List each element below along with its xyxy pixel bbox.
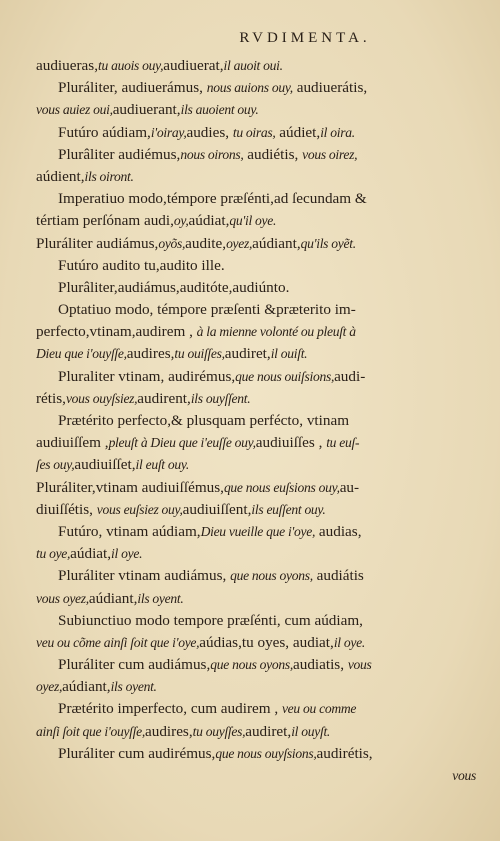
- latin-text: aúdiant,: [252, 234, 301, 252]
- french-gloss: vous euſsiez ouy,: [96, 501, 183, 517]
- text-line: [36, 543, 482, 565]
- text-line: [36, 432, 482, 454]
- latin-text: Pluráliter audiámus,: [36, 234, 159, 252]
- french-gloss: il euſt ouy.: [135, 457, 189, 473]
- latin-text: audires,: [144, 722, 193, 740]
- french-gloss: que nous ouyſsions,: [215, 745, 317, 761]
- text-line: [36, 477, 482, 499]
- text-line: [36, 743, 482, 765]
- latin-text: audirétis,: [316, 744, 373, 762]
- french-gloss: que nous euſsions ouy,: [223, 479, 340, 495]
- french-gloss: ils oiront.: [84, 168, 134, 184]
- text-line: [36, 77, 482, 99]
- french-gloss: que nous ouiſsions,: [235, 368, 335, 384]
- latin-text: audires,: [126, 345, 175, 363]
- text-line: [36, 632, 482, 654]
- text-line: [36, 188, 482, 210]
- latin-text: Subiunctiuo modo tempore præſénti, cum aúdiam,: [58, 611, 363, 629]
- running-header: [0, 30, 500, 47]
- french-gloss: vous auiez oui,: [36, 102, 113, 118]
- french-gloss: i'oiray,: [150, 124, 187, 140]
- text-line: [36, 55, 482, 77]
- french-gloss: ils oyent.: [137, 590, 184, 606]
- french-gloss: vous ouyſsiez,: [65, 390, 138, 406]
- french-gloss: veu ou comme: [281, 701, 357, 717]
- text-line: [36, 721, 482, 743]
- french-gloss: tu oye,: [36, 546, 71, 562]
- text-line: [36, 277, 482, 299]
- french-gloss: il ouyſt.: [291, 723, 331, 739]
- text-line: [36, 765, 482, 787]
- latin-text: aúdiat,: [70, 545, 112, 563]
- latin-text: Futúro audito tu,audito ille.: [58, 256, 225, 274]
- french-gloss: tu oiras,: [232, 124, 276, 140]
- french-gloss: veu ou cõme ainſi ſoit que i'oye,: [36, 634, 200, 650]
- latin-text: tértiam perſónam audi,: [36, 212, 174, 230]
- text-line: [36, 565, 482, 587]
- french-gloss: Dieu vueille que i'oye,: [200, 523, 316, 539]
- french-gloss: vous oirez,: [302, 146, 358, 162]
- latin-text: audiuiſſes ,: [255, 434, 327, 452]
- latin-text: Pluraliter vtinam, audirémus,: [58, 367, 236, 385]
- french-gloss: ils ouyſſent.: [190, 390, 251, 406]
- french-gloss: que nous oyons,: [230, 568, 313, 584]
- latin-text: audiret,: [245, 722, 292, 740]
- french-gloss: nous oirons,: [180, 146, 244, 162]
- french-gloss: ſes ouy,: [36, 457, 75, 473]
- french-gloss: nous auions ouy,: [206, 80, 293, 96]
- french-gloss: oy,: [173, 213, 189, 229]
- text-line: [36, 654, 482, 676]
- latin-text: Futúro aúdiam,: [58, 123, 151, 141]
- latin-text: Optatiuo modo, témpore præſenti &præterito im-: [58, 301, 356, 319]
- latin-text: Prætérito imperfecto, cum audirem ,: [58, 700, 282, 718]
- latin-text: audiret,: [224, 345, 271, 363]
- latin-text: diuiſſétis,: [36, 500, 97, 518]
- latin-text: Pluráliter cum audiámus,: [58, 656, 211, 674]
- latin-text: audiátis: [312, 567, 364, 585]
- text-line: [36, 210, 482, 232]
- latin-text: Prætérito perfecto,& plusquam perfécto, vtinam: [58, 412, 350, 429]
- text-line: [36, 698, 482, 720]
- french-gloss: il auoit oui.: [223, 58, 283, 73]
- french-gloss: ils oyent.: [110, 679, 157, 695]
- latin-text: Pluráliter cum audirémus,: [58, 744, 216, 762]
- latin-text: perfecto,vtinam,audirem ,: [36, 323, 197, 341]
- latin-text: audias,: [315, 522, 362, 540]
- french-gloss: que nous oyons,: [210, 657, 293, 673]
- latin-text: Plurâliter,audiámus,auditóte,audiúnto.: [58, 278, 290, 296]
- latin-text: au-: [339, 478, 360, 496]
- text-line: [36, 122, 482, 144]
- text-line: [36, 233, 482, 255]
- latin-text: audirent,: [137, 389, 191, 407]
- latin-text: aúdient,: [36, 167, 85, 185]
- french-gloss: à la mienne volonté ou pleuſt à: [196, 324, 356, 340]
- latin-text: audiuiſſet,: [74, 456, 136, 474]
- french-gloss: tu ouiſſes,: [174, 346, 225, 362]
- french-gloss: ils euſſent ouy.: [251, 501, 326, 517]
- latin-text: Pluráliter, audiuerámus,: [58, 79, 207, 97]
- text-line: [36, 321, 482, 343]
- text-line: [36, 521, 482, 543]
- french-gloss: qu'ils oyẽt.: [300, 235, 356, 251]
- text-line: [36, 299, 482, 321]
- french-gloss: vous: [347, 657, 372, 673]
- latin-text: aúdias,tu oyes, audiat,: [199, 633, 334, 651]
- french-gloss: tu euſ-: [326, 435, 360, 451]
- text-line: [36, 343, 482, 365]
- french-gloss: oyõs,: [158, 235, 186, 251]
- text-line: [36, 366, 482, 388]
- french-gloss: tu auois ouy,: [98, 58, 164, 73]
- latin-text: audi-: [334, 367, 366, 385]
- latin-text: Imperatiuo modo,témpore præſénti,ad ſecundam &: [58, 190, 367, 208]
- french-gloss: il oye.: [111, 546, 143, 562]
- latin-text: audiuiſſem ,: [36, 434, 109, 452]
- text-line: [36, 144, 482, 166]
- french-gloss: vous oyez,: [36, 590, 89, 606]
- text-line: [36, 610, 482, 632]
- page-title: RVDIMENTA.: [239, 30, 371, 46]
- text-line: [36, 588, 482, 610]
- french-gloss: vous: [452, 768, 476, 783]
- french-gloss: oyez,: [36, 679, 63, 695]
- french-gloss: il oye.: [333, 634, 365, 650]
- text-line: [36, 676, 482, 698]
- text-line: [36, 499, 482, 521]
- latin-text: Plurâliter audiémus,: [58, 145, 181, 163]
- french-gloss: pleuſt à Dieu que i'euſſe ouy,: [108, 435, 256, 451]
- french-gloss: ils auoient ouy.: [180, 102, 259, 118]
- latin-text: audite,: [185, 234, 227, 252]
- french-gloss: tu ouyſſes,: [192, 723, 246, 739]
- text-line: [36, 166, 482, 188]
- text-line: [36, 99, 482, 121]
- latin-text: Pluráliter,vtinam audiuiſſémus,: [36, 478, 224, 496]
- text-line: [36, 388, 482, 410]
- latin-text: audiuiſſent,: [182, 500, 252, 518]
- latin-text: audiuerant,: [112, 101, 181, 119]
- latin-text: audiueras,: [36, 57, 98, 74]
- french-gloss: ainſi ſoit que i'ouyſſe,: [36, 723, 145, 739]
- text-line: [36, 454, 482, 476]
- latin-text: audiatis,: [292, 656, 348, 674]
- latin-text: Futúro, vtinam aúdiam,: [58, 522, 201, 540]
- latin-text: audiuerátis,: [292, 79, 368, 97]
- text-body: [36, 55, 482, 787]
- text-line: [36, 410, 482, 432]
- latin-text: audiuerat,: [163, 57, 224, 74]
- latin-text: Pluráliter vtinam audiámus,: [58, 567, 231, 585]
- french-gloss: Dieu que i'ouyſſe,: [36, 346, 127, 362]
- latin-text: rétis,: [36, 389, 66, 407]
- latin-text: audies,: [186, 123, 233, 141]
- french-gloss: oyez,: [226, 235, 253, 251]
- text-line: [36, 255, 482, 277]
- latin-text: audiétis,: [243, 145, 303, 163]
- french-gloss: il oira.: [320, 124, 355, 140]
- latin-text: aúdiet,: [275, 123, 321, 141]
- latin-text: aúdiat,: [188, 212, 230, 230]
- french-gloss: qu'il oye.: [229, 213, 277, 229]
- latin-text: aúdiant,: [88, 589, 138, 607]
- latin-text: aúdiant,: [62, 678, 111, 696]
- french-gloss: il ouiſt.: [270, 346, 308, 362]
